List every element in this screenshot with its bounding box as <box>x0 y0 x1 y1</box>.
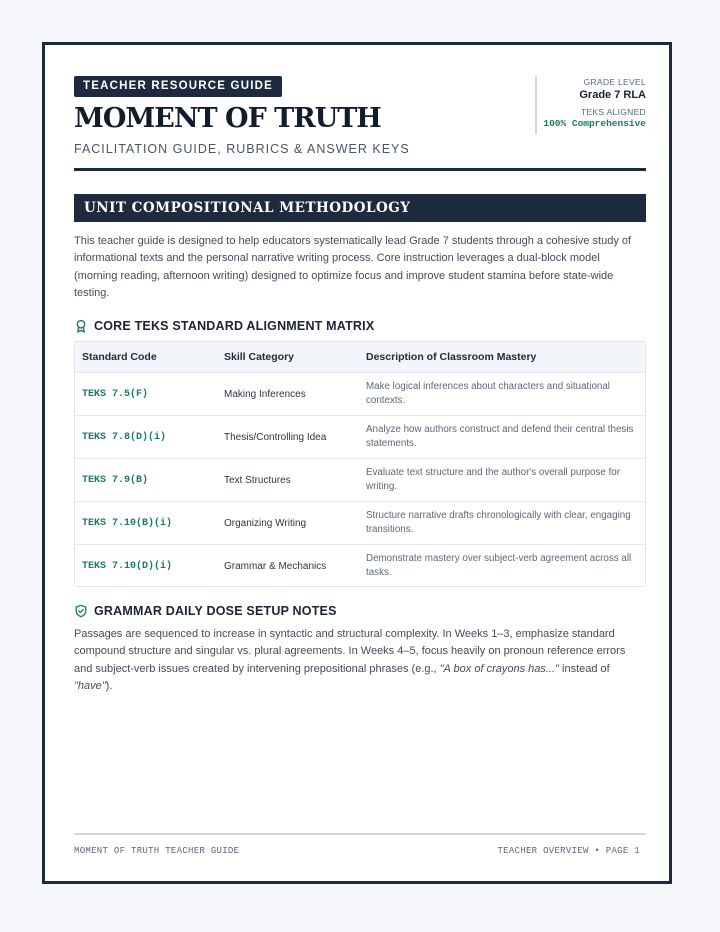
standard-code: TEKS 7.5(F) <box>82 388 149 400</box>
award-icon <box>74 319 88 333</box>
column-header-skill-category: Skill Category <box>224 351 295 363</box>
standard-code: TEKS 7.8(D)(i) <box>82 431 167 443</box>
header-meta <box>535 76 646 134</box>
standard-code: TEKS 7.9(B) <box>82 474 149 486</box>
table-row <box>75 416 645 459</box>
teks-alignment-table <box>74 341 646 587</box>
mastery-description: Analyze how authors construct and defend their central thesis statements. <box>366 423 634 449</box>
footer-divider <box>74 833 646 835</box>
page-title: MOMENT OF TRUTH <box>74 103 381 134</box>
grammar-heading-text: GRAMMAR DAILY DOSE SETUP NOTES <box>94 604 337 618</box>
column-header-description: Description of Classroom Mastery <box>366 351 537 363</box>
standard-code: TEKS 7.10(D)(i) <box>82 560 173 572</box>
methodology-section-bar <box>74 194 646 222</box>
header-divider <box>74 168 646 171</box>
example-quote: "have" <box>74 680 106 693</box>
methodology-heading: UNIT COMPOSITIONAL METHODOLOGY <box>84 200 411 216</box>
page-subtitle: FACILITATION GUIDE, RUBRICS & ANSWER KEYS <box>74 142 410 156</box>
skill-category: Text Structures <box>224 474 291 486</box>
document-page <box>42 42 672 884</box>
page-header <box>74 76 646 173</box>
methodology-paragraph: This teacher guide is designed to help educators systematically lead Grade 7 students through a cohesive study of informational texts and the personal narrative writing process. Core instruction leverages a dual-block model (morning reading, afternoon writing) designed to optimize focus and improve student stamina before state-wide testing. <box>74 235 632 300</box>
grade-level-value: Grade 7 RLA <box>579 89 646 101</box>
skill-category: Organizing Writing <box>224 517 307 529</box>
table-header-row <box>75 342 645 373</box>
table-row <box>75 373 645 416</box>
matrix-heading-text: CORE TEKS STANDARD ALIGNMENT MATRIX <box>94 319 375 333</box>
table-row <box>75 545 645 587</box>
resource-badge: TEACHER RESOURCE GUIDE <box>74 76 282 97</box>
matrix-heading <box>74 317 374 335</box>
teks-aligned-value: 100% Comprehensive <box>543 118 646 129</box>
example-quote: "A box of crayons has..." <box>439 662 559 675</box>
mastery-description: Structure narrative drafts chronologically with clear, engaging transitions. <box>366 509 631 535</box>
grade-level-label: GRADE LEVEL <box>583 77 646 87</box>
standard-code: TEKS 7.10(B)(i) <box>82 517 173 529</box>
skill-category: Thesis/Controlling Idea <box>224 431 327 443</box>
grammar-heading <box>74 602 337 620</box>
shield-check-icon <box>74 604 88 618</box>
footer-title: MOMENT OF TRUTH TEACHER GUIDE <box>74 846 240 856</box>
mastery-description: Evaluate text structure and the author's overall purpose for writing. <box>366 466 621 492</box>
teks-aligned-label: TEKS ALIGNED <box>580 107 646 117</box>
column-header-standard-code: Standard Code <box>82 351 157 363</box>
table-row <box>75 502 645 545</box>
table-row <box>75 459 645 502</box>
footer-page-number: TEACHER OVERVIEW • PAGE 1 <box>497 846 640 856</box>
skill-category: Making Inferences <box>224 388 306 400</box>
mastery-description: Demonstrate mastery over subject-verb agreement across all tasks. <box>366 552 632 578</box>
skill-category: Grammar & Mechanics <box>224 560 327 572</box>
mastery-description: Make logical inferences about characters and situational contexts. <box>366 380 610 406</box>
grammar-paragraph: Passages are sequenced to increase in syntactic and structural complexity. In Weeks 1–3, emphasize standard compound structure and singular vs. plural agreements. In Weeks 4–5, focus heavily on pronoun reference errors and subject-verb issues created by intervening prepositional phrases (e.g., "A box of crayons has..." instead of "have"). <box>74 628 626 693</box>
